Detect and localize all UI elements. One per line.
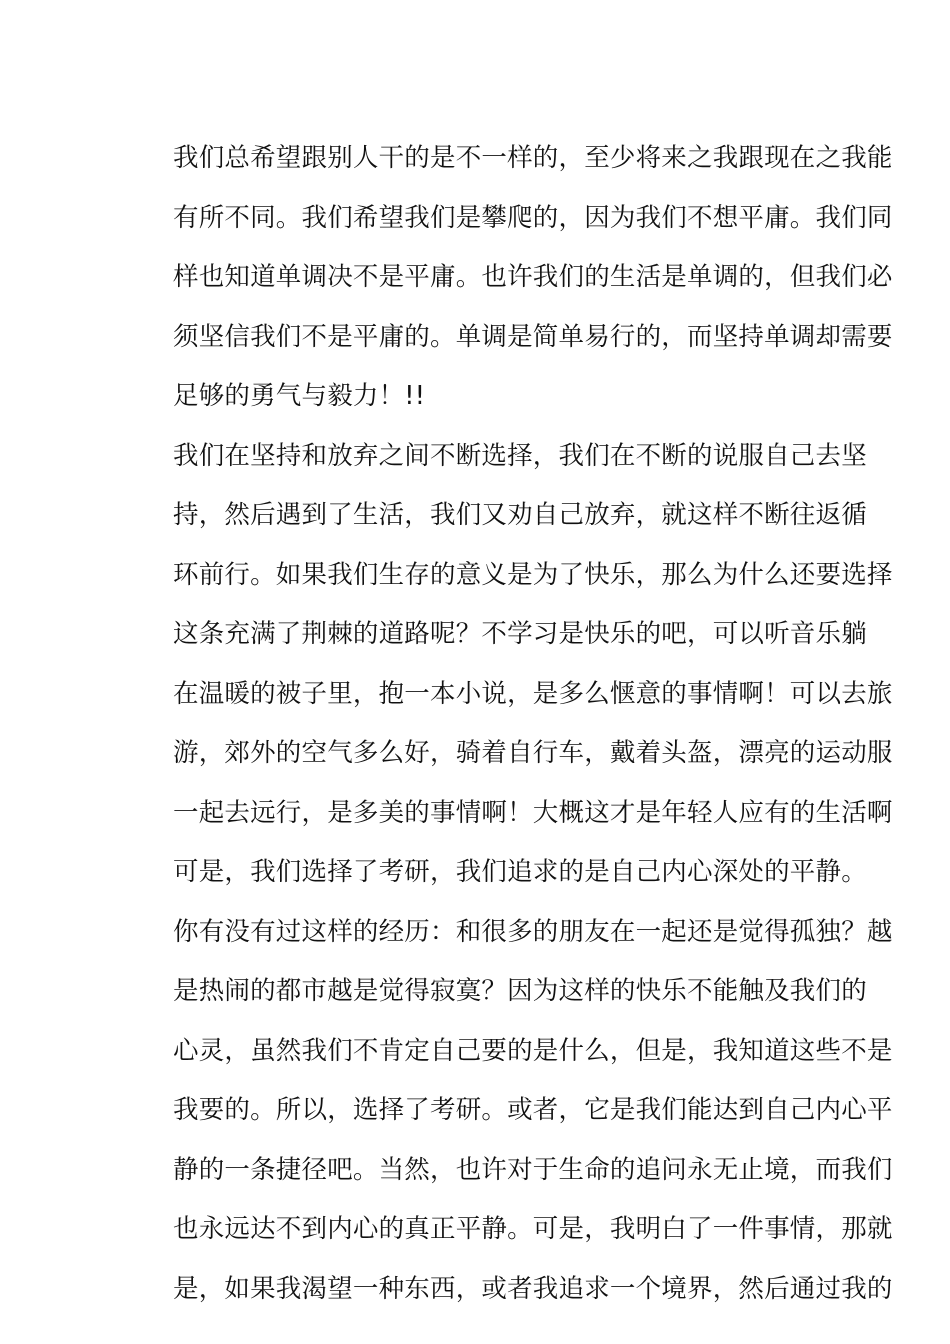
text-line-9: 这条充满了荆棘的道路呢？不学习是快乐的吧，可以听音乐躺 (173, 619, 867, 649)
text-line-12: 一起去远行，是多美的事情啊！大概这才是年轻人应有的生活啊 (173, 797, 893, 828)
text-line-8: 环前行。如果我们生存的意义是为了快乐，那么为什么还要选择 (173, 559, 893, 590)
text-line-1: 我们总希望跟别人干的是不一样的，至少将来之我跟现在之我能 (173, 143, 893, 173)
text-line-16: 心灵，虽然我们不肯定自己要的是什么，但是，我知道这些不是 (173, 1035, 893, 1066)
text-line-7: 持，然后遇到了生活，我们又劝自己放弃，就这样不断往返循 (173, 500, 867, 530)
text-line-19: 也永远达不到内心的真正平静。可是，我明白了一件事情，那就 (173, 1214, 893, 1244)
text-line-18: 静的一条捷径吧。当然，也许对于生命的追问永无止境，而我们 (173, 1154, 893, 1185)
text-line-5: 足够的勇气与毅力！!! (173, 381, 426, 411)
text-line-3: 样也知道单调决不是平庸。也许我们的生活是单调的，但我们必 (173, 262, 893, 292)
essay-text (173, 129, 950, 1319)
text-line-11: 游，郊外的空气多么好，骑着自行车，戴着头盔，漂亮的运动服 (173, 738, 893, 768)
text-line-20: 是，如果我渴望一种东西，或者我追求一个境界，然后通过我的 (173, 1273, 893, 1304)
text-line-13: 可是，我们选择了考研，我们追求的是自己内心深处的平静。 (173, 857, 867, 887)
text-line-10: 在温暖的被子里，抱一本小说，是多么惬意的事情啊！可以去旅 (173, 678, 893, 709)
text-line-17: 我要的。所以，选择了考研。或者，它是我们能达到自己内心平 (173, 1095, 893, 1125)
text-line-4: 须坚信我们不是平庸的。单调是简单易行的，而坚持单调却需要 (173, 321, 893, 352)
text-line-15: 是热闹的都市越是觉得寂寞？因为这样的快乐不能触及我们的 (173, 976, 867, 1006)
text-line-14: 你有没有过这样的经历：和很多的朋友在一起还是觉得孤独？越 (173, 916, 893, 947)
text-line-6: 我们在坚持和放弃之间不断选择，我们在不断的说服自己去坚 (173, 440, 867, 471)
text-line-2: 有所不同。我们希望我们是攀爬的，因为我们不想平庸。我们同 (173, 202, 893, 233)
